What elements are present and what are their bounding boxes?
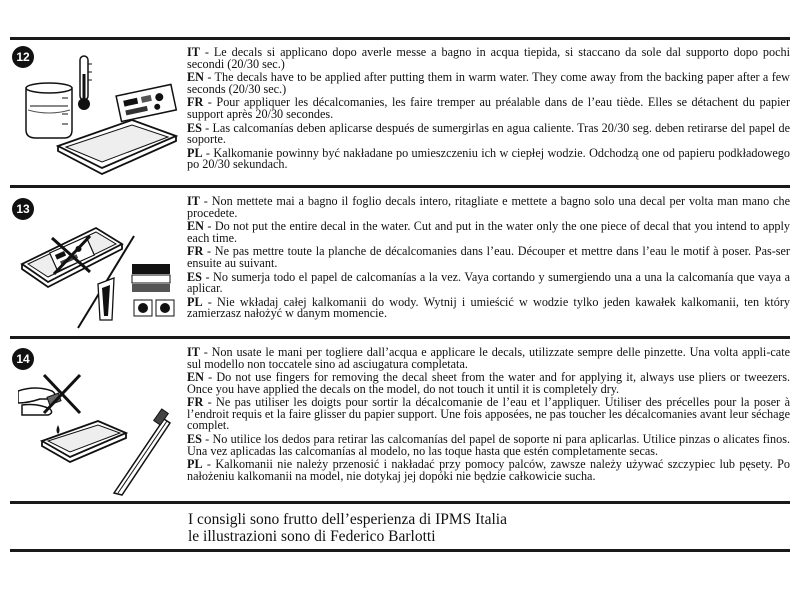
paragraph-en [187,72,790,95]
step-12 [10,40,790,182]
paragraph-fr [187,397,790,432]
paragraph-text: - No sumerja todo el papel de calcomanías a la vez. Vaya cortando y sumergiendo una a una la calcomanía que vaya a aplicar. [187,269,790,296]
step-14-text [187,347,790,484]
paragraph-text: - Las calcomanías deben aplicarse después de sumergirlas en agua caliente. Tras 20/30 seg. deben retirarse del papel de soporte. [187,120,790,147]
credits [188,511,507,545]
paragraph-pl [187,294,790,321]
paragraph-text: - Ne pas utiliser les doigts pour sortir la décalcomanie de l’eau et l’appliquer. Utiliser des précelles pour la poser à l’endroit requis et la faire glisser du papier support. Une fois apposées, ne pas toucher les décalcomanies avant leur séchage complet. [187,395,790,433]
credits-line-1: I consigli sono frutto dell’esperienza di IPMS Italia [188,511,507,528]
paragraph-text: - Do not put the entire decal in the water. Cut and put in the water only the one piece of decal that you intend to apply each time. [187,219,790,245]
paragraph-es [187,269,790,296]
paragraph-en [187,372,790,395]
step-number-badge: 14 [12,348,34,370]
lang-code: PL [187,145,203,160]
lang-code: EN [187,70,204,85]
paragraph-text: - No utilice los dedos para retirar las calcomanías del papel de soporte ni para aplicarlas. Utilice pinzas o alicates finos. Una vez aplicadas las calcomanías al modelo, no las toque hasta que estén completamente secas. [187,432,790,458]
tweezers-illustration [18,369,178,499]
lang-code: FR [187,95,204,110]
paragraph-it [187,196,790,219]
paragraph-text: - Pour appliquer les décalcomanies, les faire tremper au préalable dans de l’eau tiède. Elles se détachent du papier support après 20/30 secondes. [187,95,790,121]
lang-code: EN [187,219,204,234]
paragraph-text: - Non usate le mani per togliere dall’acqua e applicare le decals, utilizzate sempre delle pinzette. Una volta appli-cate sul modello non toccatele sino ad asciugatura completata. [187,345,790,371]
paragraph-text: - Le decals si applicano dopo averle messe a bagno in acqua tiepida, si staccano da sole dal supporto dopo pochi secondi (20/30 sec.) [187,45,790,71]
paragraph-it [187,47,790,70]
paragraph-text: - Non mettete mai a bagno il foglio decals intero, ritagliate e mettete a bagno solo una decal per volta man mano che procedete. [187,194,790,220]
step-13 [10,188,790,334]
step-14 [10,339,790,499]
paragraph-en [187,221,790,244]
lang-code: IT [187,345,200,359]
step-12-text [187,47,790,173]
lang-code: PL [187,294,203,309]
paragraph-text: - Kalkomanie powinny być nakładane po umieszczeniu ich w ciepłej wodzie. Odchodzą one od papieru podkładowego po 20/30 sekundach. [187,145,790,172]
step-number-badge: 12 [12,46,34,68]
credits-line-2: le illustrazioni sono di Federico Barlotti [188,528,436,545]
lang-code: IT [187,194,200,208]
single-decal-illustration [18,208,178,330]
lang-code: ES [187,432,202,447]
section-divider [10,501,790,504]
lang-code: IT [187,45,200,59]
paragraph-pl [187,459,790,482]
step-13-text [187,196,790,322]
paragraph-fr [187,97,790,120]
lang-code: EN [187,370,204,385]
bottom-rule [10,549,790,552]
paragraph-text: - Ne pas mettre toute la planche de décalcomanies dans l’eau. Découper et mettre dans l’eau le motif à poser. Pas-ser ensuite au suivant. [187,244,790,270]
lang-code: ES [187,269,202,284]
lang-code: FR [187,244,204,259]
lang-code: ES [187,120,202,135]
lang-code: PL [187,457,203,472]
paragraph-fr [187,246,790,269]
paragraph-text: - Kalkomanii nie należy przenosić i nakładać przy pomocy palców, zawsze należy używać szczypiec lub pęsety. Po nałożeniu kalkomanii na model, nie dotykaj jej dopóki nie będzie całkowicie sucha. [187,457,790,483]
paragraph-text: - Nie wkładaj całej kalkomanii do wody. Wytnij i umieścić w wodzie tylko jeden kawałek kalkomanii, ten który zamierzasz nałożyć w danym momencie. [187,294,790,321]
step-number-badge: 13 [12,198,34,220]
paragraph-it [187,347,790,370]
paragraph-es [187,120,790,147]
paragraph-es [187,434,790,457]
lang-code: FR [187,395,204,410]
paragraph-text: - Do not use fingers for removing the decal sheet from the water and for applying it, always use pliers or tweezers. Once you have applied the decals on the model, do not touch it until it is completely dry. [187,370,790,396]
paragraph-pl [187,145,790,172]
paragraph-text: - The decals have to be applied after putting them in warm water. They come away from the backing paper after a few seconds (20/30 sec.) [187,70,790,96]
warm-water-illustration [18,50,178,178]
